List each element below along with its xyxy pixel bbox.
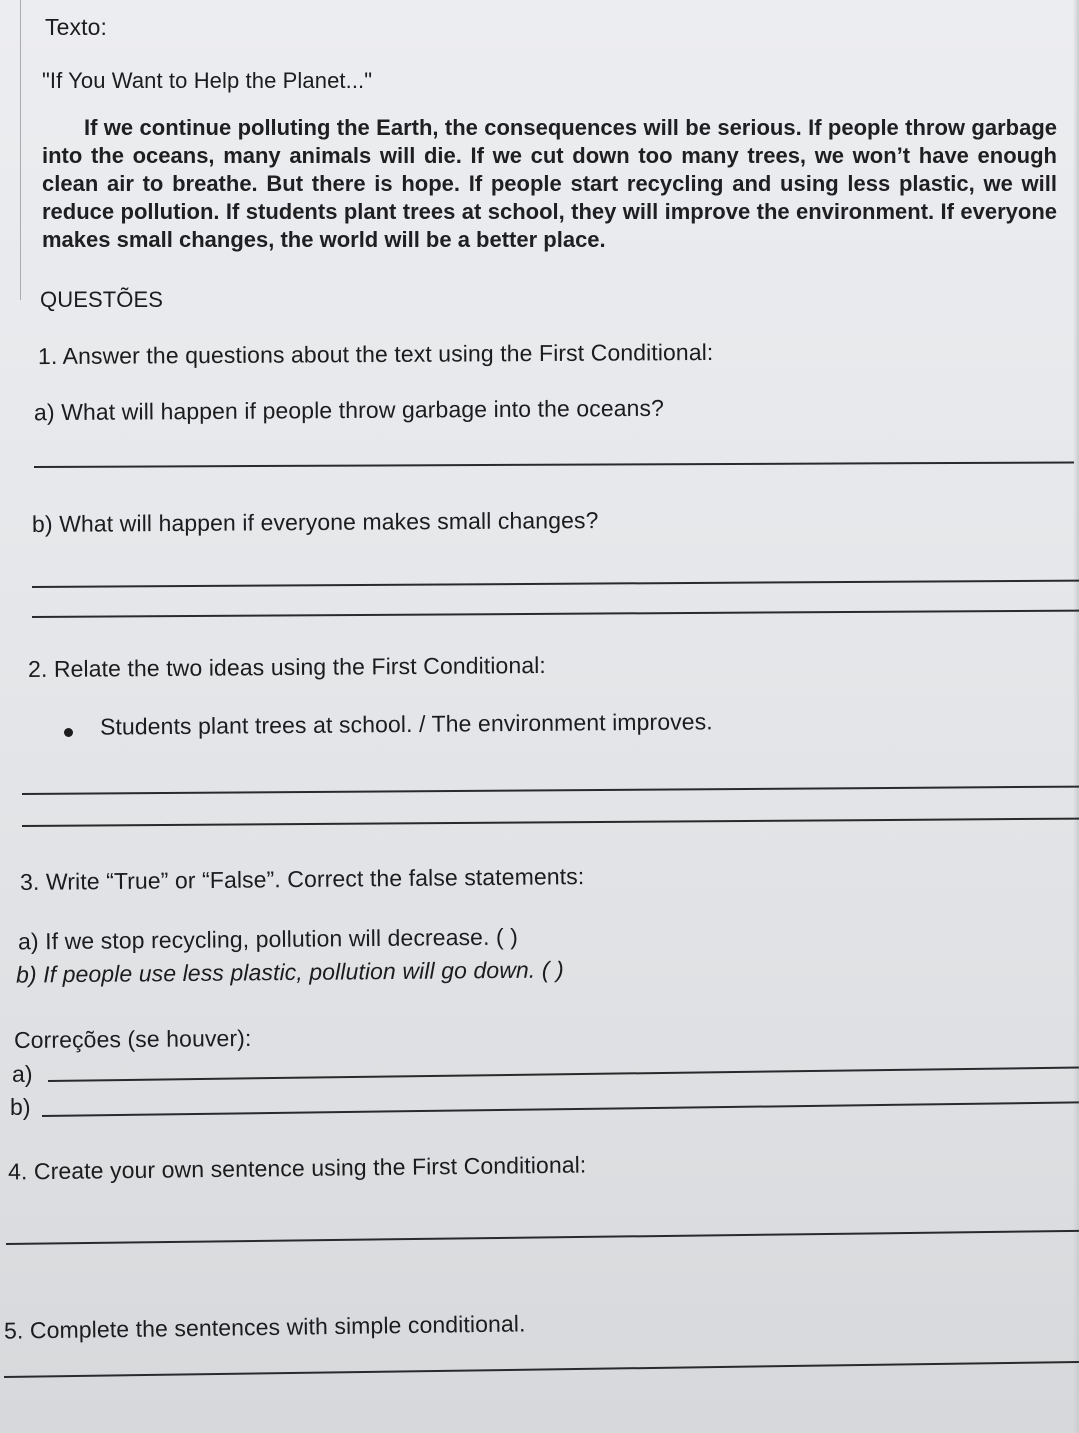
correction-line-b[interactable] (42, 1101, 1079, 1117)
answer-line-1b-1[interactable] (32, 580, 1079, 588)
answer-line-2-2[interactable] (22, 818, 1079, 827)
question-2-prompt: 2. Relate the two ideas using the First Conditional: (27, 651, 546, 683)
answer-line-1a[interactable] (34, 461, 1074, 468)
answer-line-4[interactable] (6, 1230, 1079, 1245)
question-2-item: Students plant trees at school. / The environment improves. (99, 708, 713, 740)
question-4-prompt: 4. Create your own sentence using the First Conditional: (7, 1151, 587, 1185)
answer-line-1b-2[interactable] (32, 610, 1079, 618)
answer-line-5[interactable] (4, 1361, 1079, 1378)
question-3-prompt: 3. Write “True” or “False”. Correct the false statements: (19, 863, 585, 895)
margin-line (20, 0, 21, 300)
question-1a: a) What will happen if people throw garbage into the oceans? (33, 394, 665, 426)
question-3b: b) If people use less plastic, pollution will go down. ( ) (15, 956, 564, 988)
bullet-icon (64, 728, 73, 737)
passage-title: "If You Want to Help the Planet..." (42, 68, 373, 93)
section-title: QUESTÕES (40, 287, 164, 312)
question-5-prompt: 5. Complete the sentences with simple conditional. (3, 1310, 526, 1344)
answer-line-2-1[interactable] (22, 786, 1079, 795)
question-1b: b) What will happen if everyone makes small changes? (31, 507, 599, 537)
question-1-prompt: 1. Answer the questions about the text using the First Conditional: (37, 338, 714, 370)
correction-line-a[interactable] (48, 1067, 1079, 1082)
correction-b-label: b) (10, 1094, 31, 1120)
page-edge-shadow (1073, 0, 1079, 1433)
correction-a-label: a) (12, 1061, 33, 1087)
text-label: Texto: (45, 14, 107, 40)
reading-passage: If we continue polluting the Earth, the consequences will be serious. If people throw garbage into the oceans, many animals will die. If we cut down too many trees, we won’t have enough clean air to breathe. But there is hope. If people start recycling and using less plastic, we will reduce pollution. If students plant trees at school, they will improve the environment. If everyone makes small changes, the world will be a better place. (42, 115, 1057, 252)
corrections-label: Correções (se houver): (13, 1024, 252, 1054)
question-3a: a) If we stop recycling, pollution will decrease. ( ) (17, 923, 519, 955)
